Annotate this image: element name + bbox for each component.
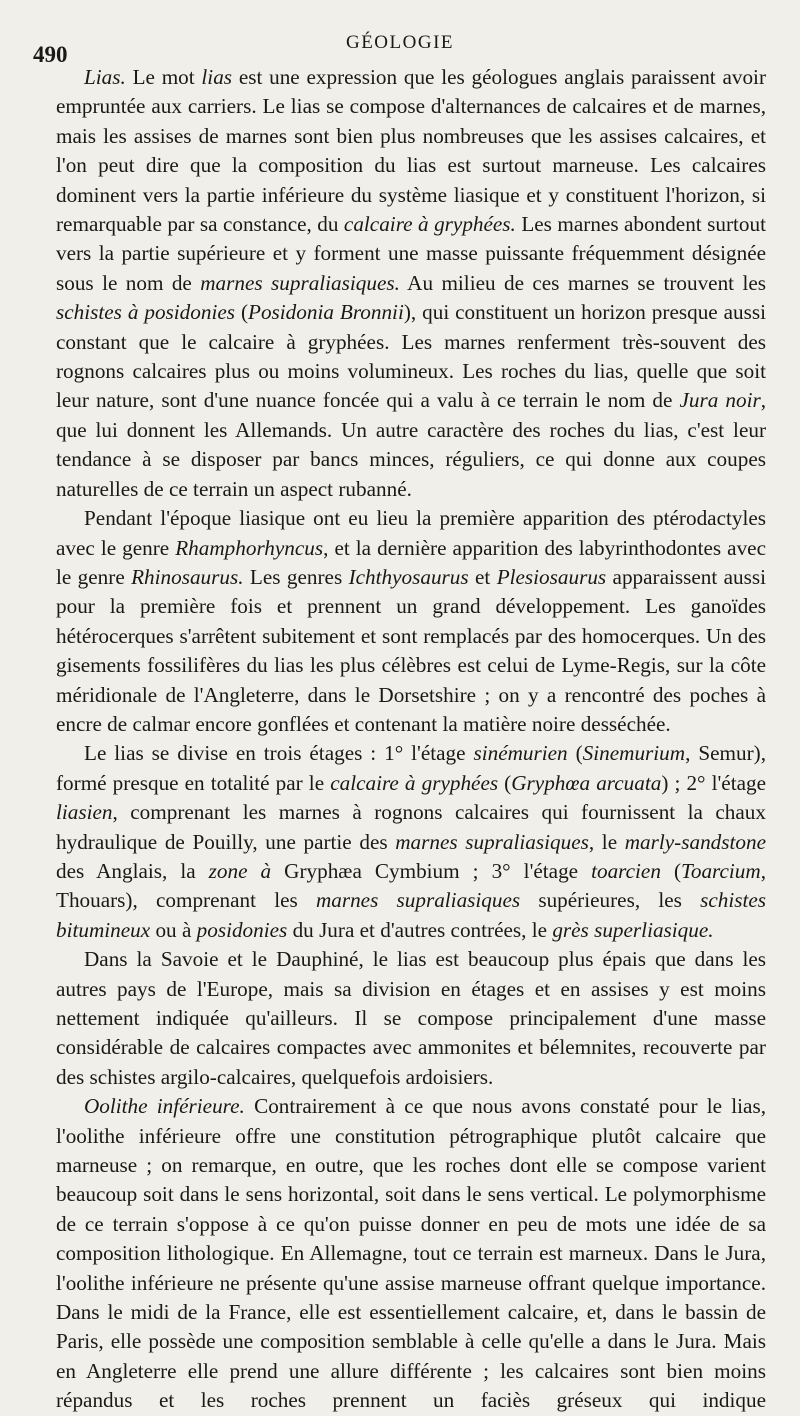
paragraph-oolithe-inferieure — [56, 1092, 766, 1415]
italic-text: calcaire à gryphées — [330, 770, 499, 795]
italic-text: sinémurien — [473, 741, 568, 766]
text-run: du Jura et d'autres contrées, le — [287, 917, 553, 942]
italic-text: Rhinosaurus. — [131, 564, 244, 589]
text-run: , que lui donnent les Allemands. Un autre caractère des roches du lias, c'est leur tendance à se disposer par bancs minces, réguliers, ce qui donne aux coupes naturelles de ce terrain un aspect rubanné. — [56, 388, 767, 501]
text-run: est une expression que les géologues anglais paraissent avoir empruntée aux carriers. Le lias se compose d'alternances de calcaires et de marnes, mais les assises de marnes sont bien plus nombreuses que les assises calcaires, et l'on peut dire que la composition du lias est surtout marneuse. Les calcaires dominent vers la partie inférieure du système liasique et y constituent l'horizon, si remarquable par sa constance, du — [56, 65, 766, 237]
italic-text: calcaire à gryphées. — [343, 212, 516, 237]
text-run: Pendant l'époque liasique ont eu lieu la première apparition des ptérodactyles avec le genre — [56, 506, 766, 560]
text-run: ( — [235, 300, 249, 325]
text-run: Gryphæa Cymbium ; 3° l'étage — [271, 858, 592, 883]
italic-text: Sinemurium — [582, 741, 686, 766]
page-header — [0, 28, 800, 68]
italic-text: posidonies — [196, 917, 288, 942]
italic-text: schistes bitumineux — [56, 888, 766, 942]
italic-text: Jura noir — [679, 388, 761, 413]
text-run: , le — [588, 829, 625, 854]
text-run: Le mot — [125, 65, 202, 89]
italic-text: Lias. — [84, 65, 126, 89]
page-number: 490 — [33, 42, 68, 67]
italic-text: marnes supraliasiques — [315, 888, 521, 913]
italic-text: Toarcium — [681, 858, 761, 883]
text-run: Dans la Savoie et le Dauphiné, le lias est beaucoup plus épais que dans les autres pays de l'Europe, mais sa division en étages et en assises y est moins nettement indiquée qu'ailleurs. Il se compose principalement d'une masse considérable de calcaires compactes avec ammonites et bélemnites, recouverte par des schistes argilo-calcaires, quelquefois ardoisiers. — [56, 947, 766, 1089]
text-run: ou à — [150, 917, 197, 942]
text-run: ), qui constituent un horizon presque aussi constant que le calcaire à gryphées. Les marnes renferment très-souvent des rognons calcaires plus ou moins volumineux. Les roches du lias, quelle que soit leur nature, sont d'une nuance foncée qui a valu à ce terrain le nom de — [56, 300, 767, 413]
body-text — [56, 63, 766, 1416]
italic-text: lias — [201, 65, 233, 89]
running-title: GÉOLOGIE — [345, 32, 455, 53]
italic-text: toarcien — [591, 858, 661, 883]
italic-text: Ichthyosaurus — [348, 564, 469, 589]
text-run: , Semur), formé presque en totalité par le — [56, 741, 766, 795]
paragraph-lias-stages — [56, 739, 766, 945]
paragraph-liasic-fauna — [56, 504, 766, 739]
italic-text: schistes à posidonies — [56, 300, 236, 325]
text-run: apparaissent aussi pour la première fois et prennent un grand développement. Les ganoïdes hétérocerques s'arrêtent subitement et sont remplacés par des homocerques. Un des gisements fossilifères du lias les plus célèbres est celui de Lyme-Regis, sur la côte méridionale de l'Angleterre, dans le Dorsetshire ; on y a rencontré des poches à encre de calmar encore gonflées et contenant la matière noire desséchée. — [56, 564, 767, 736]
italic-text: zone à — [208, 858, 272, 883]
text-run: ) ; 2° l'étage — [661, 770, 767, 795]
text-run: ( — [498, 770, 512, 795]
text-run: Le lias se divise en trois étages : 1° l'étage — [84, 741, 474, 766]
italic-text: liasien — [56, 800, 113, 825]
text-run: et — [468, 564, 497, 589]
text-run: des Anglais, la — [56, 858, 209, 883]
text-run: supérieures, les — [520, 888, 701, 913]
paragraph-savoie-dauphine — [56, 945, 766, 1092]
italic-text: marly-sandstone — [624, 829, 766, 854]
text-run: Les genres — [243, 564, 349, 589]
italic-text: Gryphœa arcuata — [511, 770, 662, 795]
text-run: ( — [567, 741, 583, 766]
italic-text: grès superliasique. — [552, 917, 714, 942]
italic-text: marnes supraliasiques — [395, 829, 589, 854]
italic-text: Rhamphorhyncus — [175, 535, 324, 560]
text-run: , Thouars), comprenant les — [56, 858, 766, 913]
text-run: , et la dernière apparition des labyrinthodontes avec le genre — [56, 535, 766, 589]
text-run: ( — [660, 858, 682, 883]
text-run: Contrairement à ce que nous avons constaté pour le lias, l'oolithe inférieure offre une constitution pétrographique plutôt calcaire que marneuse ; on remarque, en outre, que les roches dont elle se compose varient beaucoup soit dans le sens horizontal, soit dans le sens vertical. Le polymorphisme de ce terrain s'oppose à ce qu'on puisse donner en peu de mots une idée de sa composition lithologique. En Allemagne, tout ce terrain est marneux. Dans le Jura, l'oolithe inférieure ne présente qu'une assise marneuse offrant quelque importance. Dans le midi de la France, elle est essentiellement calcaire, et, dans le bassin de Paris, elle possède une composition semblable à celle qu'elle a dans le Jura. Mais en Angleterre elle prend une allure différente ; les calcaires sont bien moins répandus et les roches prennent un faciès gréseux qui indique — [56, 1094, 766, 1413]
italic-text: Posidonia Bronnii — [248, 300, 404, 325]
text-run: Les marnes abondent surtout vers la partie supérieure et y forment une masse puissante fréquemment désignée sous le nom de — [56, 212, 767, 295]
text-run: Au milieu de ces marnes se trouvent les — [399, 270, 766, 295]
italic-text: Oolithe inférieure. — [84, 1094, 245, 1119]
text-run: , comprenant les marnes à rognons calcaires qui fournissent la chaux hydraulique de Pouilly, une partie des — [56, 800, 766, 854]
italic-text: marnes supraliasiques. — [200, 270, 400, 295]
paragraph-lias — [56, 63, 766, 504]
italic-text: Plesiosaurus — [496, 564, 607, 589]
